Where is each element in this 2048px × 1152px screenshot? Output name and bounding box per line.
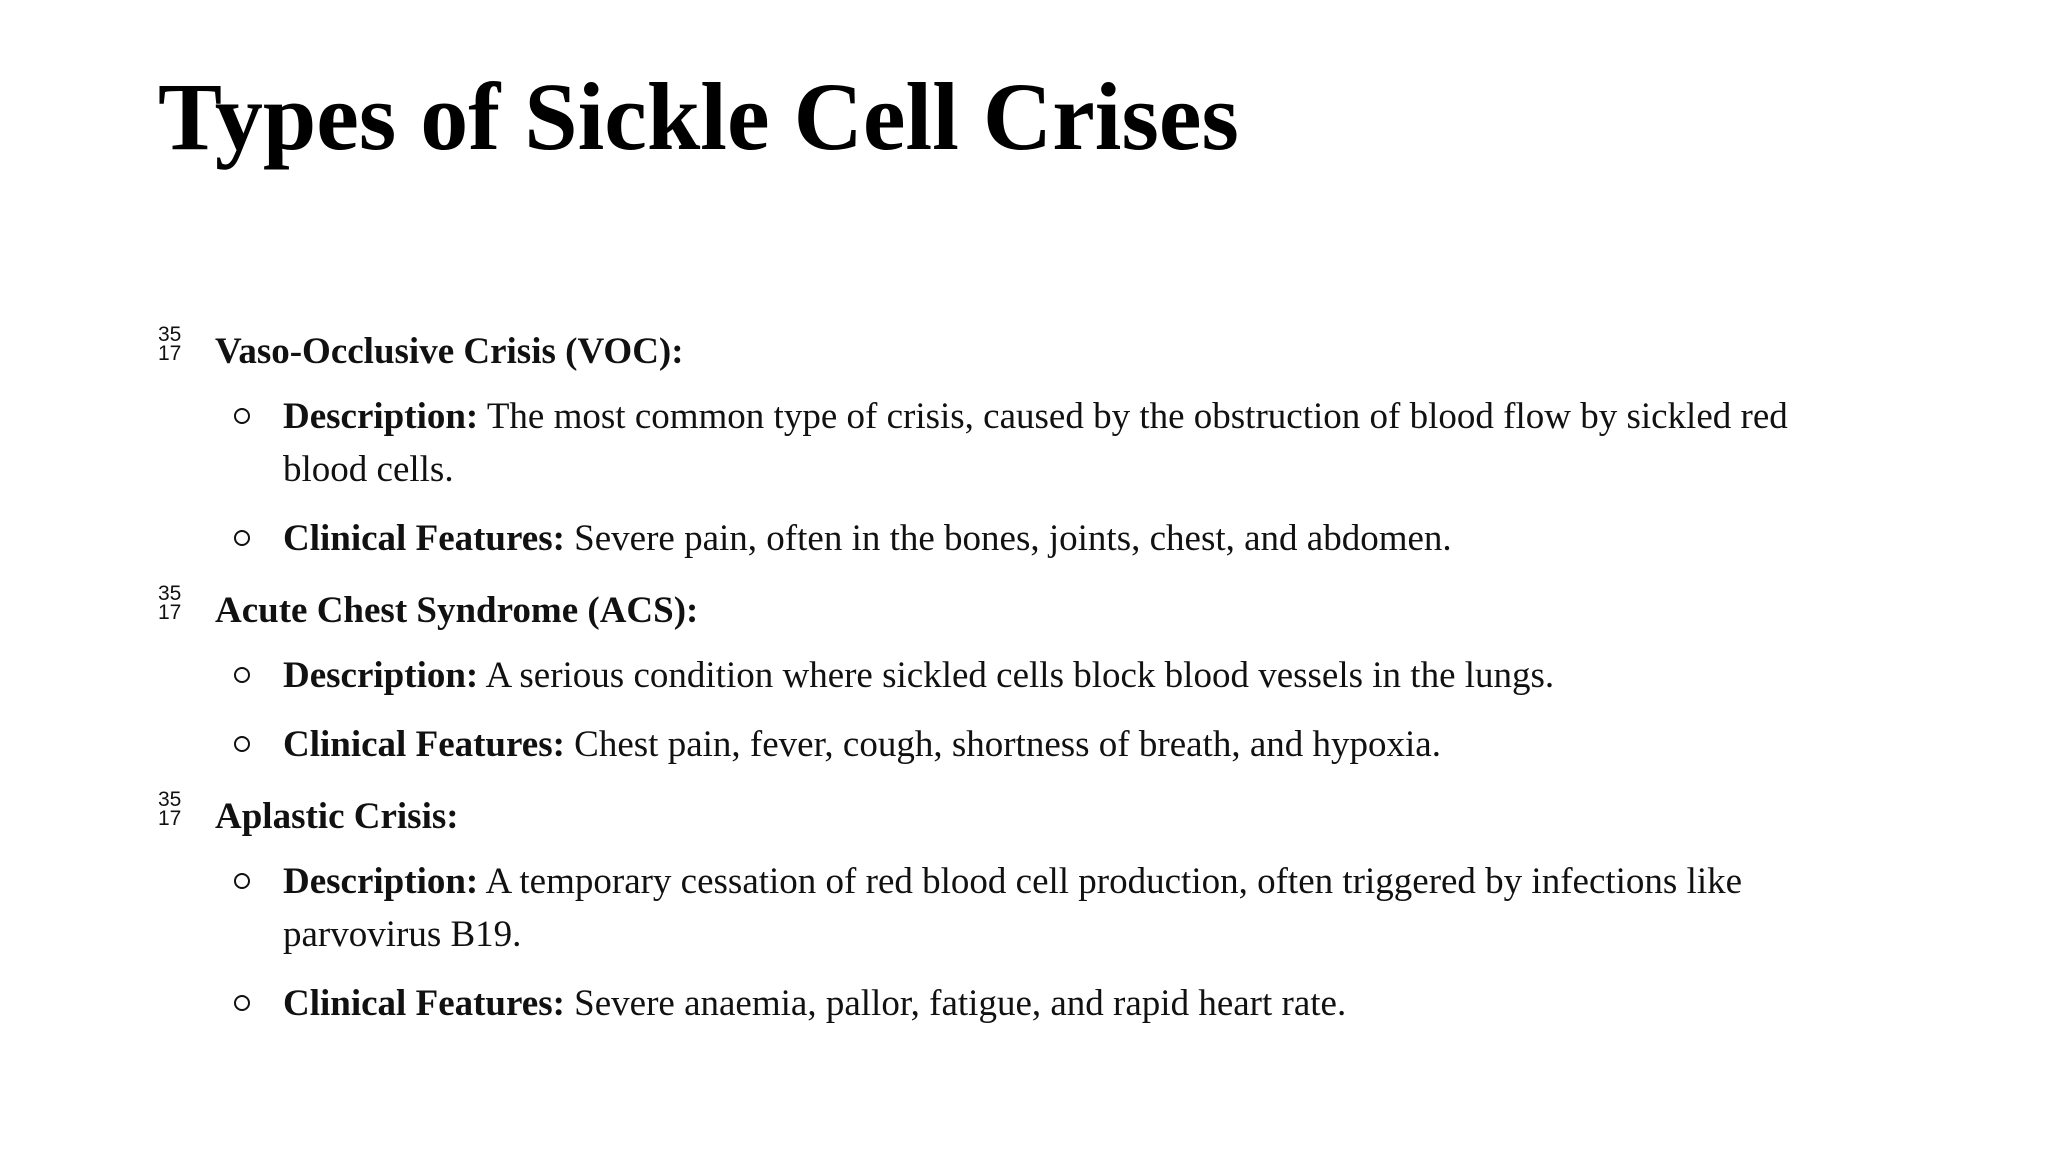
bullet-label: Clinical Features:	[283, 983, 565, 1024]
marker-bottom: 17	[158, 601, 182, 624]
bullet-text: Severe anaemia, pallor, fatigue, and rapid heart rate.	[564, 983, 1347, 1024]
bullet-text: The most common type of crisis, caused by the obstruction of blood flow by sickled red blood cells.	[283, 396, 1788, 490]
bullet-text: A temporary cessation of red blood cell production, often triggered by infections like parvovirus B19.	[283, 861, 1743, 955]
list-item-clinical-features	[158, 977, 1858, 1030]
list-item-description	[158, 390, 1858, 496]
bullet-list	[158, 390, 1918, 565]
section-heading: Acute Chest Syndrome (ACS):	[215, 590, 699, 631]
bullet-label: Description:	[283, 396, 479, 437]
bullet-list	[158, 649, 1918, 771]
slide-title: Types of Sickle Cell Crises	[158, 63, 1239, 170]
section-heading-row	[158, 787, 1918, 841]
hollow-circle-bullet-icon	[234, 736, 250, 752]
list-marker-icon	[158, 325, 188, 363]
list-marker-icon	[158, 790, 188, 828]
bullet-label: Description:	[283, 861, 479, 902]
hollow-circle-bullet-icon	[234, 995, 250, 1011]
hollow-circle-bullet-icon	[234, 530, 250, 546]
bullet-label: Clinical Features:	[283, 724, 565, 765]
bullet-text: Chest pain, fever, cough, shortness of breath, and hypoxia.	[564, 724, 1441, 765]
hollow-circle-bullet-icon	[234, 873, 250, 889]
hollow-circle-bullet-icon	[234, 408, 250, 424]
bullet-label: Description:	[283, 655, 479, 696]
list-item-clinical-features	[158, 512, 1858, 565]
marker-bottom: 17	[158, 807, 182, 830]
marker-bottom: 17	[158, 342, 182, 365]
hollow-circle-bullet-icon	[234, 667, 250, 683]
section-aplastic-crisis	[158, 787, 1918, 1030]
marker-top: 35	[158, 582, 182, 605]
bullet-text: Severe pain, often in the bones, joints, chest, and abdomen.	[564, 518, 1452, 559]
marker-top: 35	[158, 788, 182, 811]
marker-top: 35	[158, 323, 182, 346]
list-item-description	[158, 855, 1858, 961]
section-vaso-occlusive-crisis	[158, 322, 1918, 565]
section-heading-row	[158, 322, 1918, 376]
section-acute-chest-syndrome	[158, 581, 1918, 771]
section-heading: Aplastic Crisis:	[215, 796, 459, 837]
section-heading-row	[158, 581, 1918, 635]
list-item-clinical-features	[158, 718, 1858, 771]
section-heading: Vaso-Occlusive Crisis (VOC):	[215, 331, 684, 372]
bullet-label: Clinical Features:	[283, 518, 565, 559]
bullet-text: A serious condition where sickled cells block blood vessels in the lungs.	[478, 655, 1555, 696]
bullet-list	[158, 855, 1918, 1030]
list-item-description	[158, 649, 1858, 702]
slide-content	[158, 322, 1918, 1046]
list-marker-icon	[158, 584, 188, 622]
